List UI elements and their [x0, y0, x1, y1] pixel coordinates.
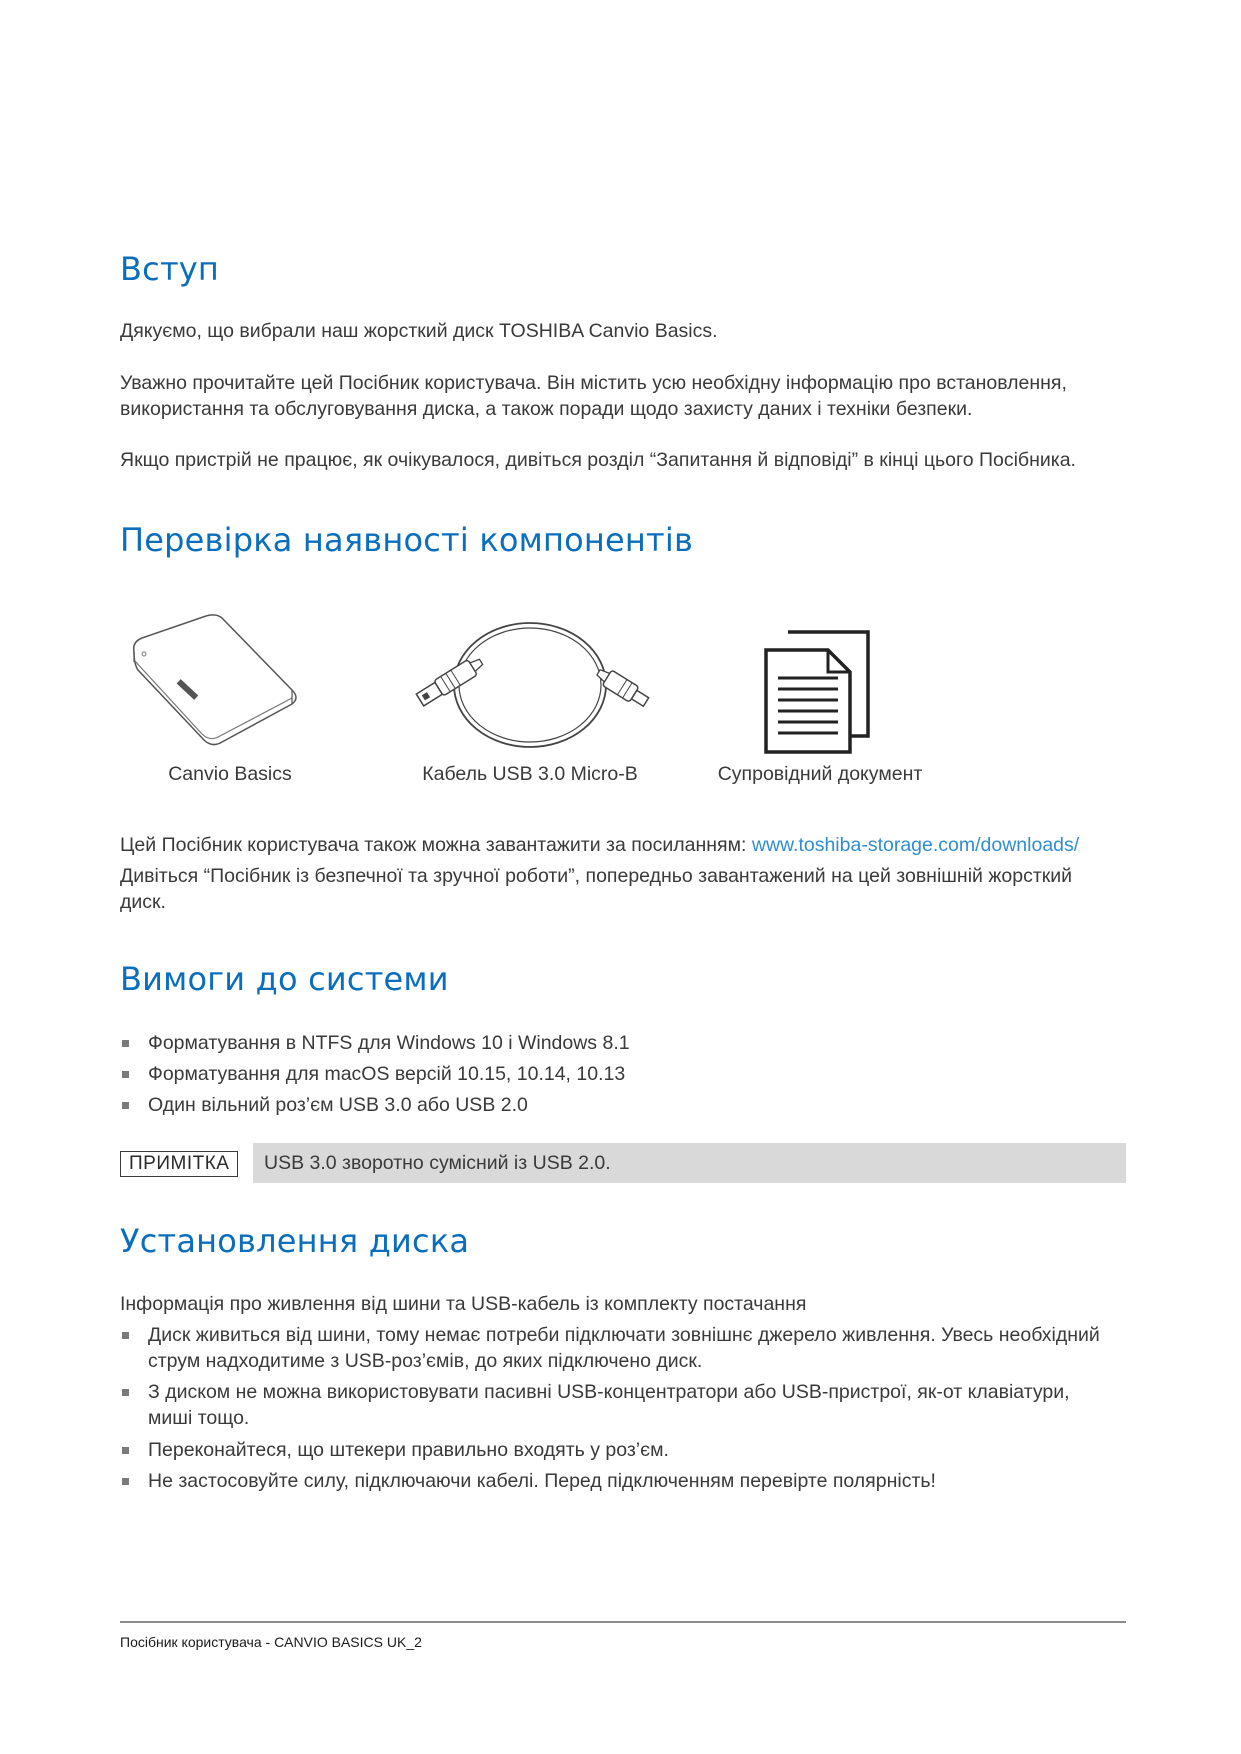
bullet-icon: [122, 1102, 129, 1109]
usb-cable-icon: [406, 618, 656, 753]
bullet-icon: [122, 1447, 129, 1454]
note-label: ПРИМІТКА: [120, 1151, 238, 1177]
component-caption-document: Супровідний документ: [717, 763, 923, 785]
install-item: Переконайтеся, що штекери правильно входять у роз’єм.: [120, 1437, 1140, 1463]
component-caption-cable: Кабель USB 3.0 Micro-B: [422, 763, 638, 785]
intro-paragraph-1: Дякуємо, що вибрали наш жорсткий диск TOSHIBA Canvio Basics.: [120, 320, 718, 342]
install-item: Диск живиться від шини, тому немає потреби підключати зовнішнє джерело живлення. Увесь необхідний струм надходитиме з USB-роз’ємів, до яких підключено диск.: [120, 1322, 1140, 1374]
install-intro: Інформація про живлення від шини та USB-кабель із комплекту постачання: [120, 1293, 807, 1315]
footer-divider: [120, 1621, 1126, 1623]
download-line: [120, 832, 1180, 858]
intro-heading: Вступ: [120, 250, 220, 288]
intro-paragraph-2-line-1: Уважно прочитайте цей Посібник користувача. Він містить усю необхідну інформацію про встановлення,: [120, 372, 1067, 394]
install-item: З диском не можна використовувати пасивні USB-концентратори або USB-пристрої, як-от клавіатури, миші тощо.: [120, 1379, 1140, 1431]
requirement-item: Один вільний роз’єм USB 3.0 або USB 2.0: [120, 1092, 1140, 1118]
page-footer: Посібник користувача - CANVIO BASICS UK_2: [120, 1634, 422, 1650]
requirement-item: Форматування для macOS версій 10.15, 10.14, 10.13: [120, 1061, 1140, 1087]
components-heading: Перевірка наявності компонентів: [120, 521, 694, 559]
bullet-icon: [122, 1389, 129, 1396]
bullet-icon: [122, 1478, 129, 1485]
note-text: USB 3.0 зворотно сумісний із USB 2.0.: [264, 1152, 611, 1174]
download-prefix: Цей Посібник користувача також можна завантажити за посиланням:: [120, 834, 752, 856]
install-item: Не застосовуйте силу, підключаючи кабелі. Перед підключенням перевірте полярність!: [120, 1468, 1140, 1494]
safety-guide-line-2: диск.: [120, 891, 166, 913]
bullet-icon: [122, 1071, 129, 1078]
download-link[interactable]: www.toshiba-storage.com/downloads/: [751, 834, 1080, 856]
safety-guide-line-1: Дивіться “Посібник із безпечної та зручної роботи”, попередньо завантажений на цей зовнішній жорсткий: [120, 865, 1073, 887]
requirement-item: Форматування в NTFS для Windows 10 і Windows 8.1: [120, 1030, 1140, 1056]
bullet-icon: [122, 1332, 129, 1339]
intro-paragraph-2-line-2: використання та обслуговування диска, а також поради щодо захисту даних і техніки безпеки.: [120, 398, 973, 420]
install-heading: Установлення диска: [120, 1222, 470, 1260]
intro-paragraph-3: Якщо пристрій не працює, як очікувалося, дивіться розділ “Запитання й відповіді” в кінці цього Посібника.: [120, 449, 1076, 471]
document-icon: [764, 628, 874, 753]
hard-drive-icon: [126, 612, 306, 757]
bullet-icon: [122, 1040, 129, 1047]
component-caption-drive: Canvio Basics: [168, 763, 292, 785]
requirements-heading: Вимоги до системи: [120, 960, 449, 998]
